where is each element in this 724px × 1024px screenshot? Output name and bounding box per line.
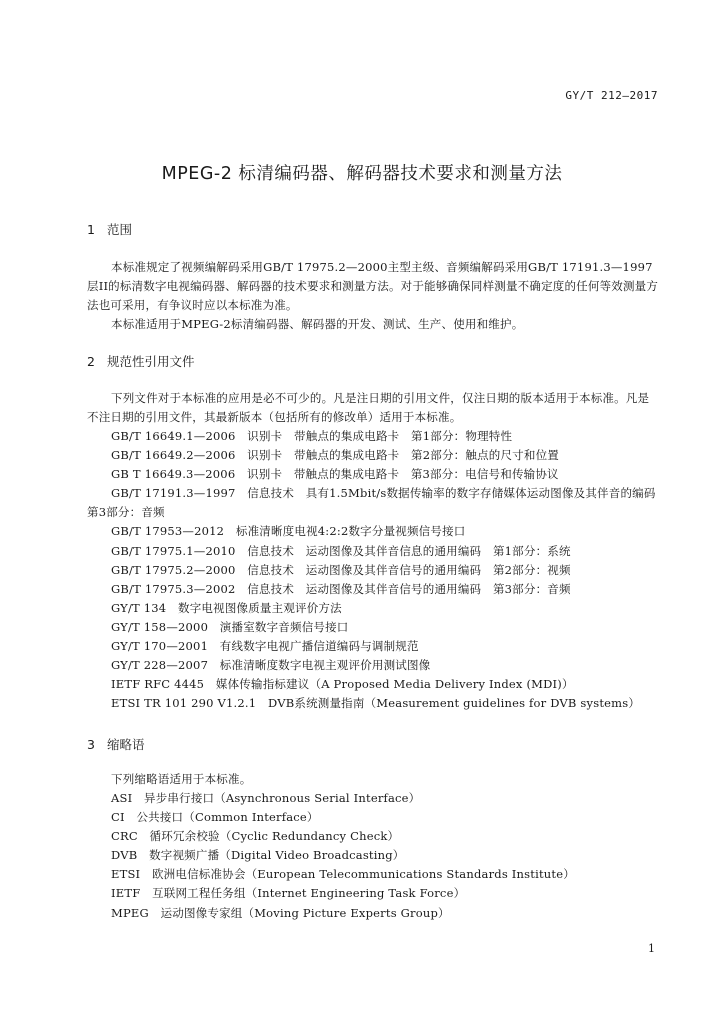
reference-item: GB/T 16649.1—2006 识别卡 带触点的集成电路卡 第1部分：物理特性 bbox=[111, 429, 513, 443]
section-2-heading bbox=[87, 352, 195, 370]
section-title: 缩略语 bbox=[107, 737, 145, 752]
reference-item: GB/T 17975.3—2002 信息技术 运动图像及其伴音信号的通用编码 第3部分：音频 bbox=[111, 581, 571, 596]
references-intro-paragraph: 下列文件对于本标准的应用是必不可少的。凡是注日期的引用文件，仅注日期的版本适用于本标准。凡是不注日期的引用文件，其最新版本（包括所有的修改单）适用于本标准。 bbox=[87, 391, 650, 424]
reference-item: GY/T 134 数字电视图像质量主观评价方法 bbox=[111, 600, 342, 615]
abbreviation-item: ETSI 欧洲电信标准协会（European Telecommunications Standards Institute） bbox=[111, 867, 575, 882]
abbreviation-item: DVB 数字视频广播（Digital Video Broadcasting） bbox=[111, 848, 405, 863]
reference-item: GB/T 17953—2012 标准清晰度电视4:2:2数字分量视频信号接口 bbox=[111, 524, 466, 539]
reference-item: GY/T 158—2000 演播室数字音频信号接口 bbox=[111, 619, 349, 634]
abbreviation-item: MPEG 运动图像专家组（Moving Picture Experts Group） bbox=[111, 905, 450, 920]
section-title: 范围 bbox=[107, 222, 133, 237]
reference-item: GB/T 16649.2—2006 识别卡 带触点的集成电路卡 第2部分：触点的尺寸和位置 bbox=[111, 448, 559, 463]
page-title: MPEG-2 标清编码器、解码器技术要求和测量方法 bbox=[161, 164, 563, 184]
reference-text: GB/T 17191.3—1997 信息技术 具有1.5Mbit/s数据传输率的数字存储媒体运动图像及其伴音的编码 第3部分：音频 bbox=[87, 486, 656, 520]
reference-item: GY/T 228—2007 标准清晰度数字电视主观评价用测试图像 bbox=[111, 658, 431, 673]
reference-item: GB T 16649.3—2006 识别卡 带触点的集成电路卡 第3部分：电信号和传输协议 bbox=[111, 467, 559, 482]
section-number: 3 bbox=[87, 737, 95, 752]
section-3-heading bbox=[87, 735, 145, 753]
abbreviations-list bbox=[111, 789, 661, 923]
reference-item: GB/T 17975.1—2010 信息技术 运动图像及其伴音信息的通用编码 第1部分：系统 bbox=[111, 543, 571, 558]
section-title: 规范性引用文件 bbox=[107, 354, 195, 369]
section-number: 1 bbox=[87, 222, 95, 237]
scope-paragraph-2: 本标准适用于MPEG-2标清编码器、解码器的开发、测试、生产、使用和维护。 bbox=[111, 317, 524, 331]
reference-item bbox=[87, 484, 661, 522]
abbreviations-intro-paragraph: 下列缩略语适用于本标准。 bbox=[111, 772, 252, 786]
abbreviation-item: CRC 循环冗余校验（Cyclic Redundancy Check） bbox=[111, 829, 400, 844]
standard-code-header: GY/T 212—2017 bbox=[565, 89, 658, 102]
section-1-heading bbox=[87, 220, 132, 238]
section-number: 2 bbox=[87, 354, 95, 369]
page-number: 1 bbox=[648, 942, 655, 955]
normative-references-list bbox=[87, 427, 661, 713]
reference-item: GB/T 17975.2—2000 信息技术 运动图像及其伴音信号的通用编码 第2部分：视频 bbox=[111, 562, 571, 577]
abbreviation-item: ASI 异步串行接口（Asynchronous Serial Interface） bbox=[111, 791, 421, 805]
abbreviation-item: CI 公共接口（Common Interface） bbox=[111, 810, 319, 825]
reference-item: IETF RFC 4445 媒体传输指标建议（A Proposed Media Delivery Index (MDI)） bbox=[111, 677, 574, 692]
reference-item: ETSI TR 101 290 V1.2.1 DVB系统测量指南（Measurement guidelines for DVB systems） bbox=[111, 696, 641, 711]
abbreviation-item: IETF 互联网工程任务组（Internet Engineering Task Force） bbox=[111, 886, 466, 901]
reference-item: GY/T 170—2001 有线数字电视广播信道编码与调制规范 bbox=[111, 639, 419, 654]
scope-paragraph-1: 本标准规定了视频编解码采用GB/T 17975.2—2000主型主级、音频编解码采用GB/T 17191.3—1997层II的标清数字电视编码器、解码器的技术要求和测量方法。对于能够确保同样测量不确定度的任何等效测量方法也可采用，有争议时应以本标准为准。 bbox=[87, 260, 659, 312]
